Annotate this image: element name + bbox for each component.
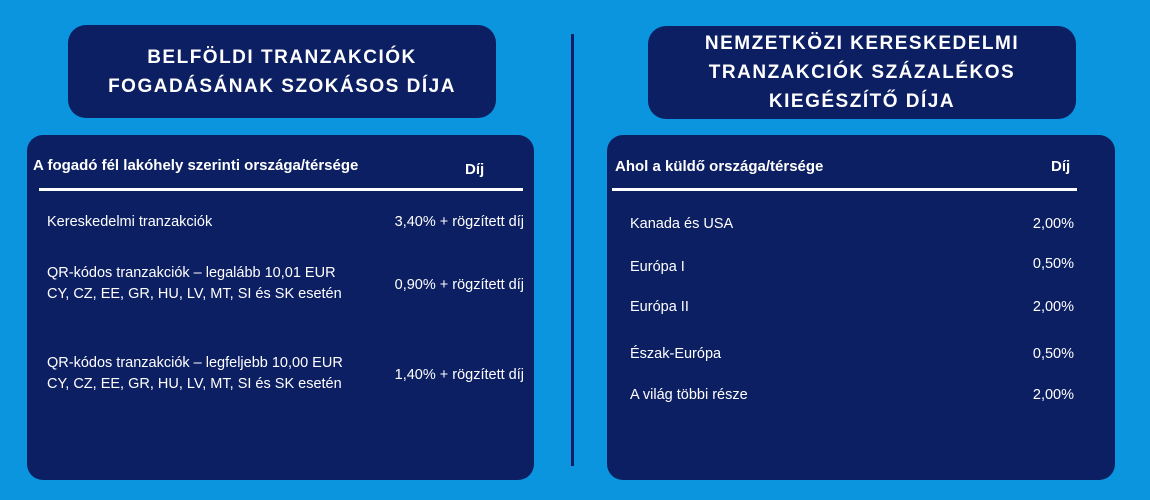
international-title-line-3: KIEGÉSZÍTŐ DÍJA [768, 91, 956, 112]
domestic-row-3-fee: 1,40% + rögzített díj [394, 367, 524, 383]
domestic-title-line-2: FOGADÁSÁNAK SZOKÁSOS DÍJA [108, 75, 456, 97]
domestic-country-column-header: A fogadó fél lakóhely szerinti országa/térsége [33, 157, 359, 174]
international-row-2-fee: 0,50% [1032, 256, 1074, 272]
international-title-line-2: TRANZAKCIÓK SZÁZALÉKOS [708, 62, 1016, 83]
domestic-row-3-label: QR-kódos tranzakciók – legfeljebb 10,00 EUR CY, CZ, EE, GR, HU, LV, MT, SI és SK esetén [47, 355, 343, 392]
international-row-4-fee: 0,50% [1032, 346, 1074, 362]
international-row-3-fee: 2,00% [1032, 299, 1074, 315]
international-fee-column-header: Díj [1051, 158, 1071, 175]
international-row-5-label: A világ többi része [630, 387, 748, 403]
international-header-rule [612, 188, 1077, 191]
domestic-row-2-label: QR-kódos tranzakciók – legalább 10,01 EUR CY, CZ, EE, GR, HU, LV, MT, SI és SK esetén [47, 265, 342, 302]
domestic-row-2-fee: 0,90% + rögzített díj [394, 277, 524, 293]
international-country-column-header: Ahol a küldő országa/térsége [615, 158, 824, 175]
international-row-2-label: Európa I [630, 259, 685, 275]
international-title-line-1: NEMZETKÖZI KERESKEDELMI [704, 33, 1020, 54]
domestic-header-rule [39, 188, 523, 191]
domestic-title-line-1: BELFÖLDI TRANZAKCIÓK [147, 46, 417, 68]
domestic-row-1-fee: 3,40% + rögzített díj [394, 214, 524, 230]
international-row-4-label: Észak-Európa [630, 346, 722, 362]
domestic-fee-table [27, 135, 534, 480]
section-divider [571, 34, 574, 466]
international-row-5-fee: 2,00% [1032, 387, 1074, 403]
international-fee-table [607, 135, 1115, 480]
international-row-3-label: Európa II [630, 299, 689, 315]
domestic-fee-column-header: Díj [465, 161, 485, 178]
domestic-fee-title [68, 25, 496, 118]
international-row-1-fee: 2,00% [1032, 216, 1074, 232]
domestic-row-1-label: Kereskedelmi tranzakciók [47, 214, 213, 230]
international-row-1-label: Kanada és USA [630, 216, 734, 232]
international-fee-title [648, 26, 1076, 119]
